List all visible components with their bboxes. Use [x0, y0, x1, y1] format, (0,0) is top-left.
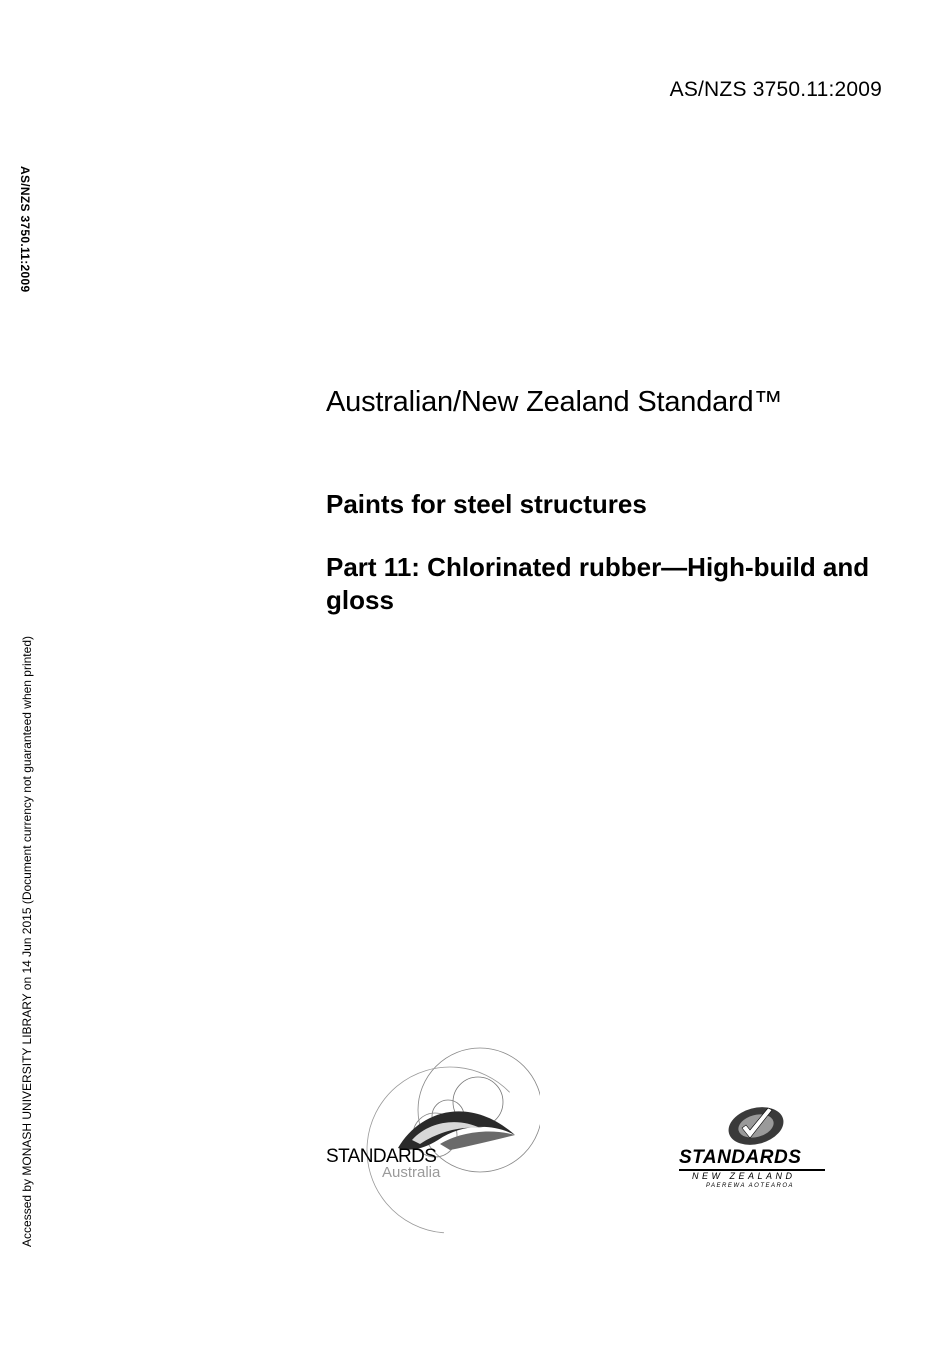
logo-au-word-australia: Australia — [382, 1164, 441, 1181]
document-title: Paints for steel structures — [326, 489, 647, 519]
standards-new-zealand-logo — [676, 1100, 836, 1200]
logo-nz-word-new-zealand: NEW ZEALAND — [692, 1171, 796, 1181]
access-note — [20, 597, 34, 1247]
side-document-code: AS/NZS 3750.11:2009 — [18, 166, 32, 293]
standards-australia-logo — [320, 1040, 540, 1260]
part-title: Part 11: Chlorinated rubber—High-build and gloss — [326, 552, 870, 615]
logo-nz-word-paerewa: PAEREWA AOTEAROA — [706, 1183, 795, 1189]
logo-au-word-standards: STANDARDS — [326, 1146, 437, 1167]
standard-type: Australian/New Zealand Standard™ — [326, 386, 783, 418]
logo-nz-word-standards: STANDARDS — [679, 1147, 802, 1168]
access-note-text: Accessed by MONASH UNIVERSITY LIBRARY on 14 Jun 2015 (Document currency not guaranteed when printed) — [20, 636, 34, 1247]
standards-nz-emblem — [676, 1100, 836, 1150]
document-code: AS/NZS 3750.11:2009 — [669, 78, 882, 101]
